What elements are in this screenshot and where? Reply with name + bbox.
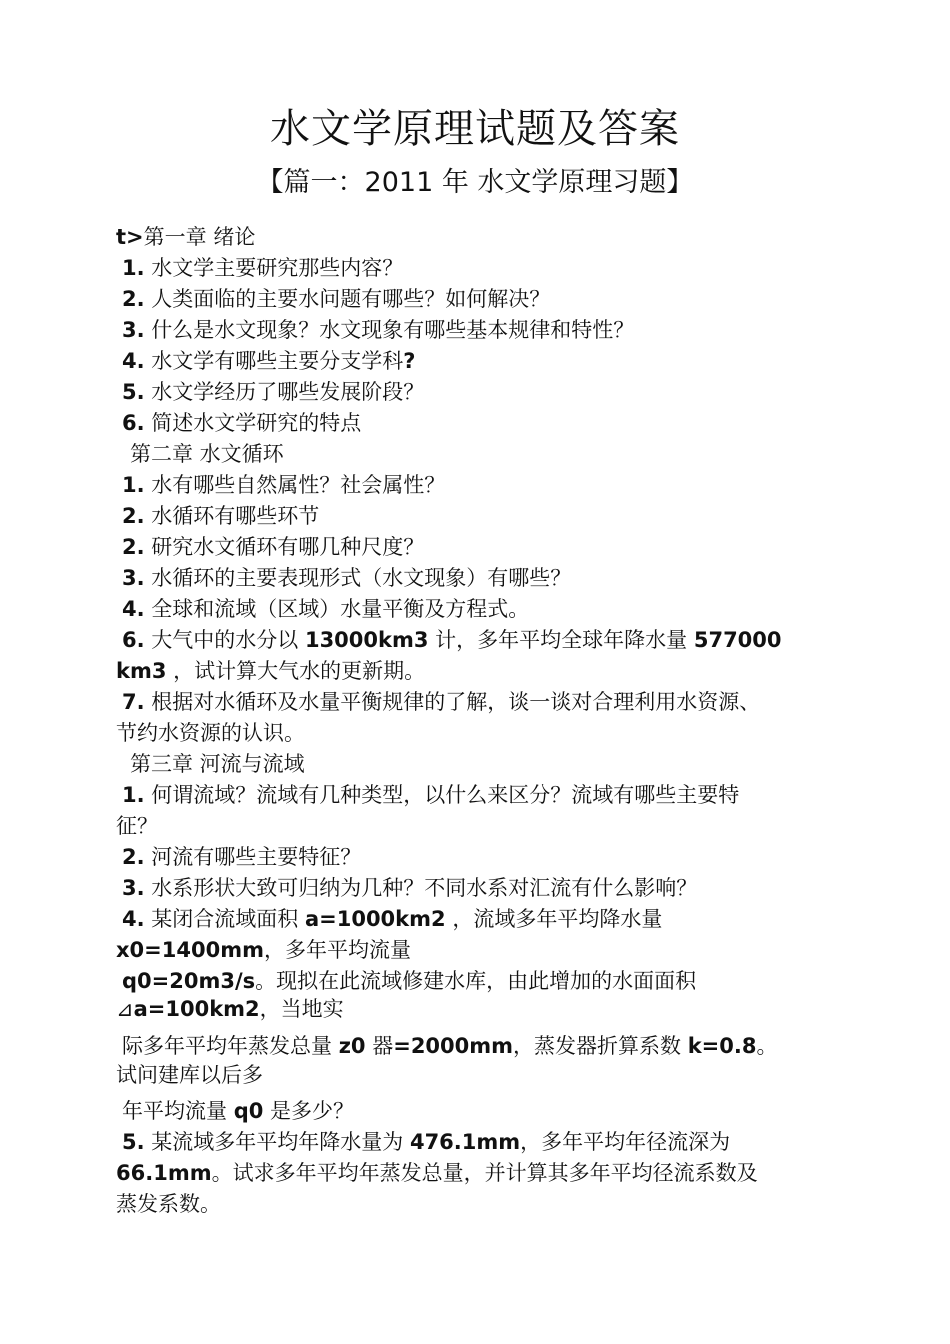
text-fragment: q0=20m3/s [122, 969, 256, 993]
chapter-2-heading: 第二章 水文循环 [130, 442, 284, 466]
document-body [116, 222, 936, 1220]
text-fragment: ? [403, 349, 416, 373]
text-fragment: 66.1mm [116, 1161, 212, 1185]
text-fragment: ，蒸发器折算系数 [513, 1034, 688, 1058]
question-line-cont: 蒸发系数。 [116, 1192, 221, 1216]
text-fragment: 。试求多年平均年蒸发总量，并计算其多年平均径流系数及 [211, 1161, 758, 1185]
question-line [116, 1127, 936, 1158]
question-text: 水系形状大致可归纳为几种？不同水系对汇流有什么影响？ [144, 876, 698, 900]
question-number: 3. [122, 318, 145, 342]
text-fragment: 际多年平均年蒸发总量 [122, 1034, 339, 1058]
document-subtitle: 【篇一：2011 年 水文学原理习题】 [256, 167, 694, 198]
question-number: 2. [122, 287, 145, 311]
question-line-cont: 试问建库以后多 [116, 1063, 263, 1087]
text-fragment: 是多少？ [263, 1099, 355, 1123]
question-line-cont [116, 997, 936, 1021]
text-fragment: 第一章 绪论 [143, 225, 256, 249]
text-fragment: q0 [233, 1099, 264, 1123]
question-number: 3. [122, 566, 145, 590]
text-fragment: 476.1mm [409, 1130, 521, 1154]
question-number: 1. [122, 473, 145, 497]
text-fragment: ，当地实 [259, 997, 344, 1021]
chapter-3-heading: 第三章 河流与流域 [130, 752, 305, 776]
question-line [116, 253, 936, 284]
question-text: 简述水文学研究的特点 [144, 411, 362, 435]
text-fragment: =2000mm [393, 1034, 514, 1058]
question-number: 5. [122, 380, 145, 404]
question-line-cont [116, 966, 936, 997]
question-number: 5. [122, 1130, 145, 1154]
question-text: 什么是水文现象？水文现象有哪些基本规律和特性？ [144, 318, 635, 342]
question-text: 水循环的主要表现形式（水文现象）有哪些？ [144, 566, 572, 590]
text-fragment: 根据对水循环及水量平衡规律的了解，谈一谈对合理利用水资源、 [144, 690, 761, 714]
question-number: 6. [122, 411, 145, 435]
text-fragment: ，流域多年平均降水量 [445, 907, 663, 931]
question-number: 2. [122, 535, 145, 559]
text-fragment: 。现拟在此流域修建水库，由此增加的水面面积 [255, 969, 697, 993]
text-fragment: 器 [365, 1034, 394, 1058]
question-number: 7. [122, 690, 145, 714]
text-fragment: 何谓流域？流域有几种类型，以什么来区分？流域有哪些主要特 [144, 783, 740, 807]
question-line [116, 532, 936, 563]
question-text: 水文学主要研究那些内容？ [144, 256, 404, 280]
text-fragment: ，多年平均年径流深为 [520, 1130, 731, 1154]
document-title: 水文学原理试题及答案 [270, 106, 680, 152]
question-text: 全球和流域（区域）水量平衡及方程式。 [144, 597, 530, 621]
question-line [116, 873, 936, 904]
question-line [116, 780, 936, 811]
text-fragment: k=0.8 [687, 1034, 757, 1058]
text-fragment: a=1000km2 [304, 907, 446, 931]
question-number: 4. [122, 907, 145, 931]
text-fragment: 年平均流量 [122, 1099, 234, 1123]
chapter-1-heading [116, 222, 936, 253]
text-fragment: ，多年平均流量 [263, 938, 411, 962]
question-number: 3. [122, 876, 145, 900]
question-line [116, 687, 936, 718]
text-fragment: ⊿ [116, 997, 134, 1021]
question-line [116, 377, 936, 408]
question-line [116, 563, 936, 594]
text-fragment: km3 [116, 659, 167, 683]
question-number: 6. [122, 628, 145, 652]
text-fragment: 大气中的水分以 [144, 628, 305, 652]
text-fragment: a=100km2 [133, 997, 260, 1021]
question-number: 1. [122, 256, 145, 280]
text-fragment: 13000km3 [304, 628, 429, 652]
question-number: 1. [122, 783, 145, 807]
question-number: 4. [122, 349, 145, 373]
question-line [116, 625, 936, 656]
question-line [116, 501, 936, 532]
question-line-cont: 征？ [116, 814, 158, 838]
question-text: 河流有哪些主要特征？ [144, 845, 362, 869]
text-fragment: 计，多年平均全球年降水量 [428, 628, 694, 652]
question-line [116, 346, 936, 377]
text-fragment: t> [116, 225, 144, 249]
question-line-cont [116, 1096, 936, 1127]
text-fragment: 某流域多年平均年降水量为 [144, 1130, 410, 1154]
text-fragment: 。 [756, 1034, 778, 1058]
text-fragment: 某闭合流域面积 [144, 907, 305, 931]
question-number: 2. [122, 504, 145, 528]
question-text: 水循环有哪些环节 [144, 504, 320, 528]
question-text: 水文学经历了哪些发展阶段？ [144, 380, 425, 404]
text-fragment: ，试计算大气水的更新期。 [166, 659, 426, 683]
question-line-cont [116, 935, 936, 966]
question-text: 人类面临的主要水问题有哪些？如何解决？ [144, 287, 551, 311]
question-line [116, 904, 936, 935]
question-line [116, 842, 936, 873]
question-line [116, 408, 936, 439]
question-text: 水文学有哪些主要分支学科 [144, 349, 404, 373]
question-text: 研究水文循环有哪几种尺度？ [144, 535, 425, 559]
question-line-cont [116, 1158, 936, 1189]
question-text: 水有哪些自然属性？社会属性？ [144, 473, 446, 497]
question-line [116, 284, 936, 315]
question-line [116, 594, 936, 625]
question-line [116, 470, 936, 501]
text-fragment: x0=1400mm [116, 938, 264, 962]
question-line-cont [116, 656, 936, 687]
question-line [116, 315, 936, 346]
question-line-cont: 节约水资源的认识。 [116, 721, 305, 745]
question-line-cont [116, 1031, 936, 1062]
question-number: 4. [122, 597, 145, 621]
question-number: 2. [122, 845, 145, 869]
text-fragment: z0 [338, 1034, 366, 1058]
text-fragment: 577000 [693, 628, 782, 652]
